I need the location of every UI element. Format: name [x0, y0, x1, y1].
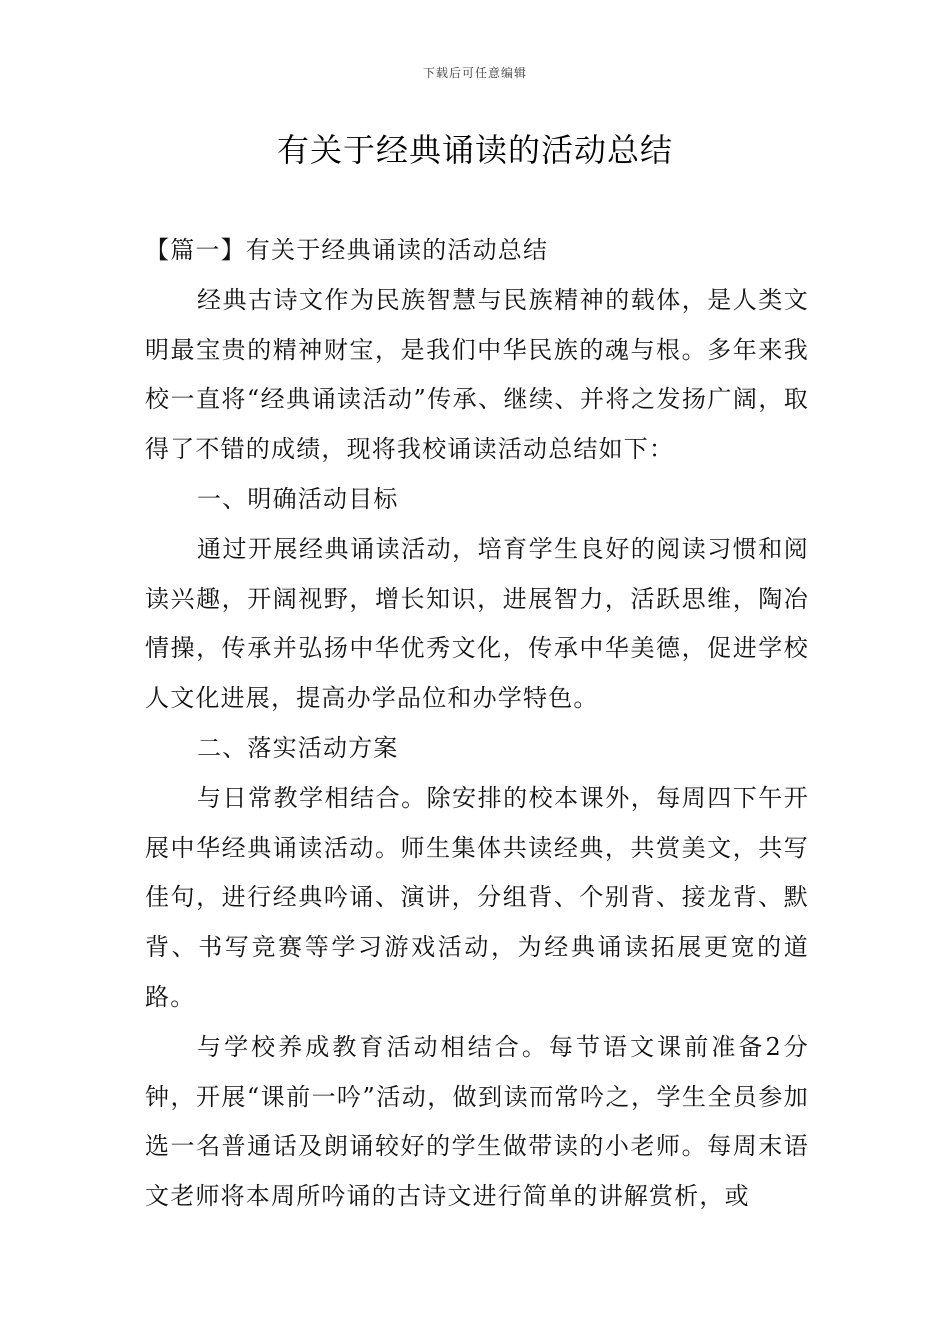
document-title: 有关于经典诵读的活动总结 [276, 131, 673, 169]
subheading-goals: 一、明确活动目标 [197, 484, 399, 513]
paragraph-habits: 与学校养成教育活动相结合。每节语文课前准备2分钟，开展“课前一吟”活动，做到读而常吟之，学生全员参加选一名普通话及朗诵较好的学生做带读的小老师。每周末语文老师将本周所吟诵的古诗文进行简单的讲解赏析，或 [145, 1032, 809, 1211]
header-note: 下载后可任意编辑 [422, 66, 527, 80]
paragraph-intro: 经典古诗文作为民族智慧与民族精神的载体，是人类文明最宝贵的精神财宝，是我们中华民族的魂与根。多年来我校一直将“经典诵读活动”传承、继续、并将之发扬广阔，取得了不错的成绩，现将我校诵读活动总结如下： [145, 285, 809, 464]
subheading-plan: 二、落实活动方案 [197, 733, 399, 762]
paragraph-goals: 通过开展经典诵读活动，培育学生良好的阅读习惯和阅读兴趣，开阔视野，增长知识，进展智力，活跃思维，陶冶情操，传承并弘扬中华优秀文化，传承中华美德，促进学校人文化进展，提高办学品位和办学特色。 [145, 534, 809, 713]
document-body [145, 226, 809, 1222]
section-heading: 【篇一】有关于经典诵读的活动总结 [145, 236, 549, 264]
paragraph-teaching: 与日常教学相结合。除安排的校本课外，每周四下午开展中华经典诵读活动。师生集体共读经典，共赏美文，共写佳句，进行经典吟诵、演讲，分组背、个别背、接龙背、默背、书写竞赛等学习游戏活动，为经典诵读拓展更宽的道路。 [145, 783, 809, 1011]
